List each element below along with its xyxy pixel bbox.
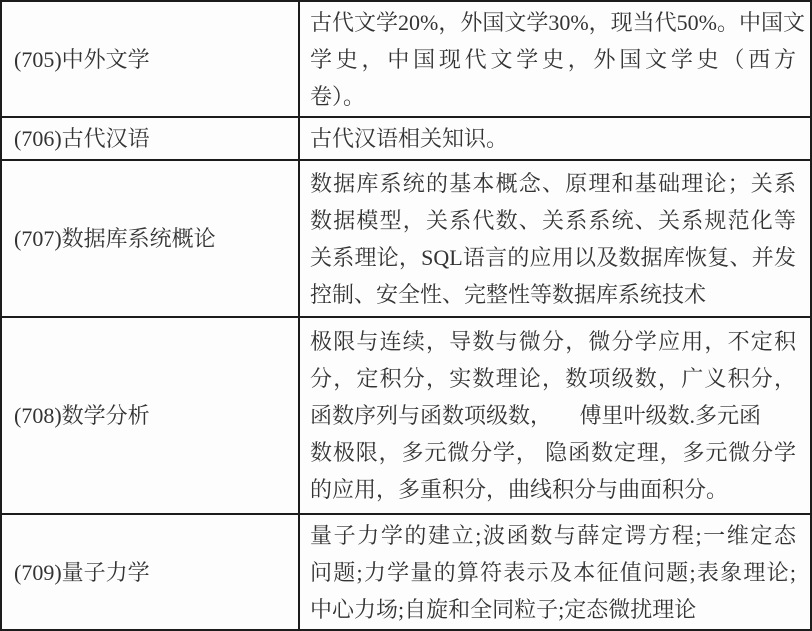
description-cell <box>298 118 810 159</box>
subject-cell <box>2 318 298 513</box>
table-row <box>2 118 810 161</box>
subject-cell <box>2 161 298 316</box>
subject-label: (707)数据库系统概论 <box>14 226 216 251</box>
description-line: 数据模型，关系代数、关系系统、关系规范化等 <box>310 207 796 233</box>
description-line: 中心力场;自旋和全同粒子;定态微扰理论 <box>310 596 697 622</box>
subject-label: (705)中外文学 <box>14 46 150 72</box>
table-row <box>2 515 810 629</box>
description-line: 古代汉语相关知识。 <box>310 126 509 151</box>
subject-label: (709)量子力学 <box>14 559 150 585</box>
subject-label: (706)古代汉语 <box>14 126 150 151</box>
description-line: 数极限，多元微分学， 隐函数定理，多元微分学 <box>310 440 796 465</box>
description-line: 学史，中国现代文学史，外国文学史（西方 <box>310 46 796 72</box>
subject-cell <box>2 2 298 116</box>
table-row <box>2 161 810 318</box>
table-row <box>2 2 810 118</box>
table-row <box>2 318 810 515</box>
description-line: 数据库系统的基本概念、原理和基础理论；关系 <box>310 170 796 196</box>
description-line: 古代文学20%，外国文学30%，现当代50%。中国文 <box>310 9 805 35</box>
description-line: 控制、安全性、完整性等数据库系统技术 <box>310 281 707 307</box>
description-cell <box>298 2 810 116</box>
subject-label: (708)数学分析 <box>14 403 150 428</box>
subject-cell <box>2 515 298 629</box>
description-line: 的应用，多重积分，曲线积分与曲面积分。 <box>310 477 729 502</box>
description-line: 分，定积分，实数理论，数项级数，广义积分， <box>310 366 796 391</box>
description-cell <box>298 318 810 513</box>
description-line: 极限与连续，导数与微分，微分学应用，不定积 <box>310 329 796 354</box>
description-line: 问题;力学量的算符表示及本征值问题;表象理论; <box>310 559 796 585</box>
description-cell <box>298 161 810 316</box>
description-line: 函数序列与函数项级数， 傅里叶级数.多元函 <box>310 403 762 428</box>
subject-cell <box>2 118 298 159</box>
description-line: 卷）。 <box>310 83 366 109</box>
description-line: 关系理论，SQL语言的应用以及数据库恢复、并发 <box>310 244 796 270</box>
description-cell <box>298 515 810 629</box>
description-line: 量子力学的建立;波函数与薛定谔方程;一维定态 <box>310 522 796 548</box>
